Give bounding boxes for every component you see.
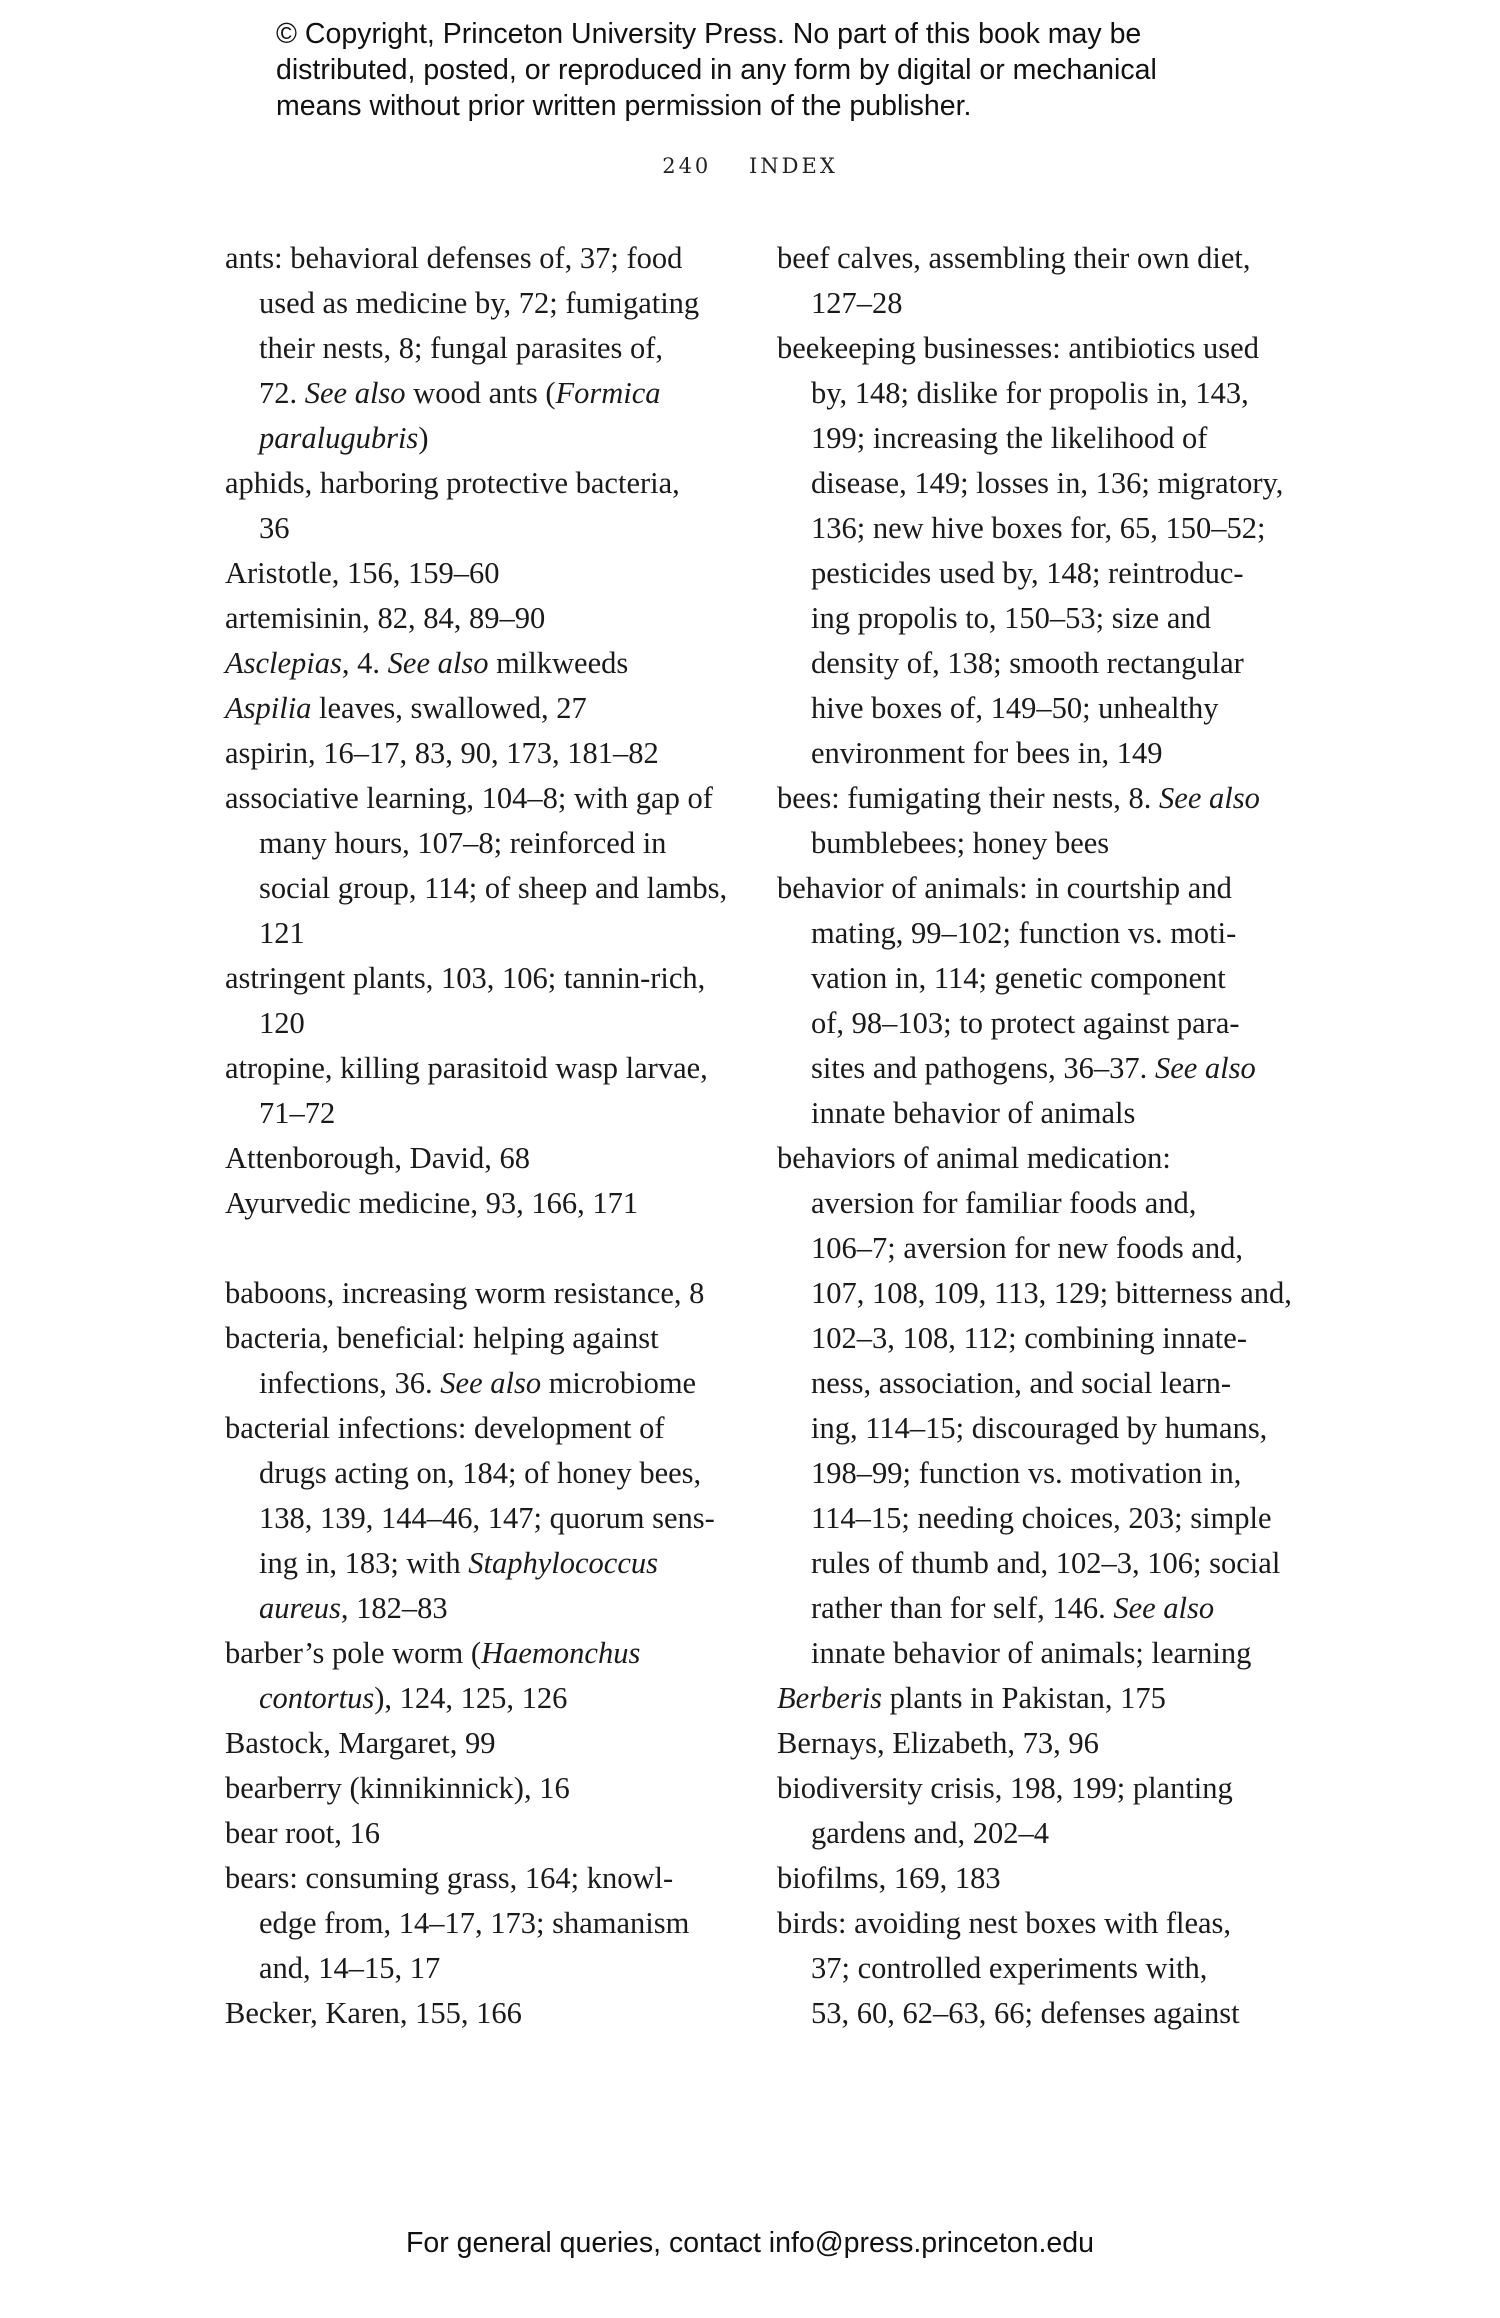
index-entry-continuation: 127–28: [811, 286, 903, 320]
index-entry-continuation: edge from, 14–17, 173; shamanism: [259, 1906, 690, 1940]
index-entry-continuation: 114–15; needing choices, 203; simple: [811, 1501, 1272, 1535]
index-entry: [777, 236, 1297, 326]
index-entry-continuation: innate behavior of animals; learning: [811, 1636, 1252, 1670]
index-entry-continuation: ing in, 183; with Staphylococcus: [259, 1546, 658, 1580]
index-column-right: [777, 236, 1297, 2036]
index-entry-continuation: 37; controlled experiments with,: [811, 1951, 1208, 1985]
index-entry-continuation: pesticides used by, 148; reintroduc-: [811, 556, 1244, 590]
index-entry-line: Attenborough, David, 68: [225, 1141, 530, 1175]
index-entry-continuation: rules of thumb and, 102–3, 106; social: [811, 1546, 1281, 1580]
index-entry: [777, 1136, 1297, 1676]
index-entry-continuation: 138, 139, 144–46, 147; quorum sens-: [259, 1501, 715, 1535]
index-entry-line: behavior of animals: in courtship and: [777, 871, 1232, 905]
index-entry-continuation: of, 98–103; to protect against para-: [811, 1006, 1240, 1040]
index-entry: [225, 1631, 735, 1721]
index-entry: [225, 731, 735, 776]
index-entry-line: Ayurvedic medicine, 93, 166, 171: [225, 1186, 639, 1220]
index-entry-continuation: aureus, 182–83: [259, 1591, 448, 1625]
index-entry-continuation: mating, 99–102; function vs. moti-: [811, 916, 1237, 950]
index-entry-line: Bernays, Elizabeth, 73, 96: [777, 1726, 1099, 1760]
index-entry-continuation: 121: [259, 916, 305, 950]
index-entry: [225, 641, 735, 686]
index-entry-continuation: aversion for familiar foods and,: [811, 1186, 1197, 1220]
index-entry-continuation: 53, 60, 62–63, 66; defenses against: [811, 1996, 1240, 2030]
index-entry-line: aspirin, 16–17, 83, 90, 173, 181–82: [225, 736, 659, 770]
index-entry-continuation: vation in, 114; genetic component: [811, 961, 1226, 995]
index-entry-continuation: 106–7; aversion for new foods and,: [811, 1231, 1243, 1265]
index-entry-line: Becker, Karen, 155, 166: [225, 1996, 522, 2030]
index-entry-continuation: gardens and, 202–4: [811, 1816, 1050, 1850]
index-entry-line: bears: consuming grass, 164; knowl-: [225, 1861, 674, 1895]
index-entry-continuation: 199; increasing the likelihood of: [811, 421, 1208, 455]
index-entry-continuation: many hours, 107–8; reinforced in: [259, 826, 667, 860]
index-entry-continuation: 136; new hive boxes for, 65, 150–52;: [811, 511, 1266, 545]
index-entry: [225, 1721, 735, 1766]
index-entry-line: astringent plants, 103, 106; tannin-rich,: [225, 961, 706, 995]
index-entry-line: Aspilia leaves, swallowed, 27: [225, 691, 587, 725]
index-entry-line: Berberis plants in Pakistan, 175: [777, 1681, 1166, 1715]
index-entry: [777, 866, 1297, 1136]
section-title: INDEX: [748, 154, 838, 178]
index-entry-continuation: 120: [259, 1006, 305, 1040]
running-head: [0, 154, 1500, 178]
index-entry: [777, 1766, 1297, 1856]
index-entry-continuation: rather than for self, 146. See also: [811, 1591, 1215, 1625]
index-entry-continuation: paralugubris): [259, 421, 429, 455]
index-entry-line: baboons, increasing worm resistance, 8: [225, 1276, 705, 1310]
index-entry: [777, 1856, 1297, 1901]
index-entry-line: Aristotle, 156, 159–60: [225, 556, 500, 590]
index-entry: [225, 1136, 735, 1181]
index-entry-continuation: 102–3, 108, 112; combining innate-: [811, 1321, 1247, 1355]
index-entry-line: Asclepias, 4. See also milkweeds: [225, 646, 629, 680]
index-entry-line: aphids, harboring protective bacteria,: [225, 466, 680, 500]
index-entry: [225, 1406, 735, 1631]
index-entry-line: biodiversity crisis, 198, 199; planting: [777, 1771, 1233, 1805]
index-entry-line: birds: avoiding nest boxes with fleas,: [777, 1906, 1232, 1940]
index-entry-line: barber’s pole worm (Haemonchus: [225, 1636, 641, 1670]
index-entry-line: bacteria, beneficial: helping against: [225, 1321, 659, 1355]
index-entry: [777, 326, 1297, 776]
index-entry: [225, 596, 735, 641]
index-entry: [225, 1991, 735, 2036]
index-entry-line: biofilms, 169, 183: [777, 1861, 1001, 1895]
index-entry-line: behaviors of animal medication:: [777, 1141, 1171, 1175]
footer-contact: For general queries, contact info@press.princeton.edu: [406, 2227, 1094, 2259]
copyright-notice: [276, 16, 1276, 124]
index-entry-continuation: bumblebees; honey bees: [811, 826, 1110, 860]
index-entry: [225, 1046, 735, 1136]
index-entry: [777, 1721, 1297, 1766]
copyright-line: © Copyright, Princeton University Press. No part of this book may be: [276, 18, 1142, 50]
index-entry-line: beekeeping businesses: antibiotics used: [777, 331, 1259, 365]
index-entry-continuation: 36: [259, 511, 290, 545]
index-entry: [225, 956, 735, 1046]
index-entry-continuation: and, 14–15, 17: [259, 1951, 441, 1985]
index-entry: [225, 1271, 735, 1316]
index-entry: [225, 1316, 735, 1406]
index-entry-continuation: ness, association, and social learn-: [811, 1366, 1232, 1400]
copyright-line: distributed, posted, or reproduced in any form by digital or mechanical: [276, 54, 1157, 86]
index-entry-continuation: by, 148; dislike for propolis in, 143,: [811, 376, 1249, 410]
index-entry-continuation: 198–99; function vs. motivation in,: [811, 1456, 1242, 1490]
index-entry: [777, 1901, 1297, 2036]
index-entry-continuation: environment for bees in, 149: [811, 736, 1163, 770]
letter-group-gap: [225, 1226, 735, 1271]
index-entry: [225, 776, 735, 956]
index-entry-line: bearberry (kinnikinnick), 16: [225, 1771, 570, 1805]
index-entry-line: bacterial infections: development of: [225, 1411, 665, 1445]
index-entry-continuation: social group, 114; of sheep and lambs,: [259, 871, 728, 905]
index-entry-line: bees: fumigating their nests, 8. See also: [777, 781, 1260, 815]
index-entry-line: Bastock, Margaret, 99: [225, 1726, 496, 1760]
index-entry: [225, 1766, 735, 1811]
index-entry-continuation: hive boxes of, 149–50; unhealthy: [811, 691, 1219, 725]
index-entry-continuation: ing, 114–15; discouraged by humans,: [811, 1411, 1268, 1445]
index-entry-continuation: disease, 149; losses in, 136; migratory,: [811, 466, 1284, 500]
index-entry: [225, 551, 735, 596]
index-entry-line: bear root, 16: [225, 1816, 380, 1850]
index-entry-continuation: contortus), 124, 125, 126: [259, 1681, 568, 1715]
index-entry: [777, 1676, 1297, 1721]
index-entry-continuation: 71–72: [259, 1096, 336, 1130]
page-number: 240: [662, 154, 712, 178]
index-entry-line: associative learning, 104–8; with gap of: [225, 781, 713, 815]
index-entry-line: artemisinin, 82, 84, 89–90: [225, 601, 546, 635]
index-entry-continuation: drugs acting on, 184; of honey bees,: [259, 1456, 702, 1490]
index-entry-line: beef calves, assembling their own diet,: [777, 241, 1251, 275]
index-entry: [225, 461, 735, 551]
index-entry-continuation: density of, 138; smooth rectangular: [811, 646, 1244, 680]
index-entry-line: atropine, killing parasitoid wasp larvae,: [225, 1051, 708, 1085]
index-entry-continuation: 72. See also wood ants (Formica: [259, 376, 661, 410]
index-column-left: [225, 236, 735, 2036]
index-entry-continuation: infections, 36. See also microbiome: [259, 1366, 697, 1400]
index-entry: [225, 236, 735, 461]
index-entry: [225, 1811, 735, 1856]
index-entry-continuation: 107, 108, 109, 113, 129; bitterness and,: [811, 1276, 1292, 1310]
index-entry: [225, 1856, 735, 1991]
index-entry: [777, 776, 1297, 866]
index-entry-continuation: sites and pathogens, 36–37. See also: [811, 1051, 1256, 1085]
index-entry-continuation: used as medicine by, 72; fumigating: [259, 286, 700, 320]
copyright-line: means without prior written permission of the publisher.: [276, 90, 972, 122]
index-entry: [225, 686, 735, 731]
index-entry: [225, 1181, 735, 1226]
index-entry-continuation: their nests, 8; fungal parasites of,: [259, 331, 664, 365]
index-entry-continuation: ing propolis to, 150–53; size and: [811, 601, 1211, 635]
index-entry-continuation: innate behavior of animals: [811, 1096, 1136, 1130]
index-entry-line: ants: behavioral defenses of, 37; food: [225, 241, 683, 275]
